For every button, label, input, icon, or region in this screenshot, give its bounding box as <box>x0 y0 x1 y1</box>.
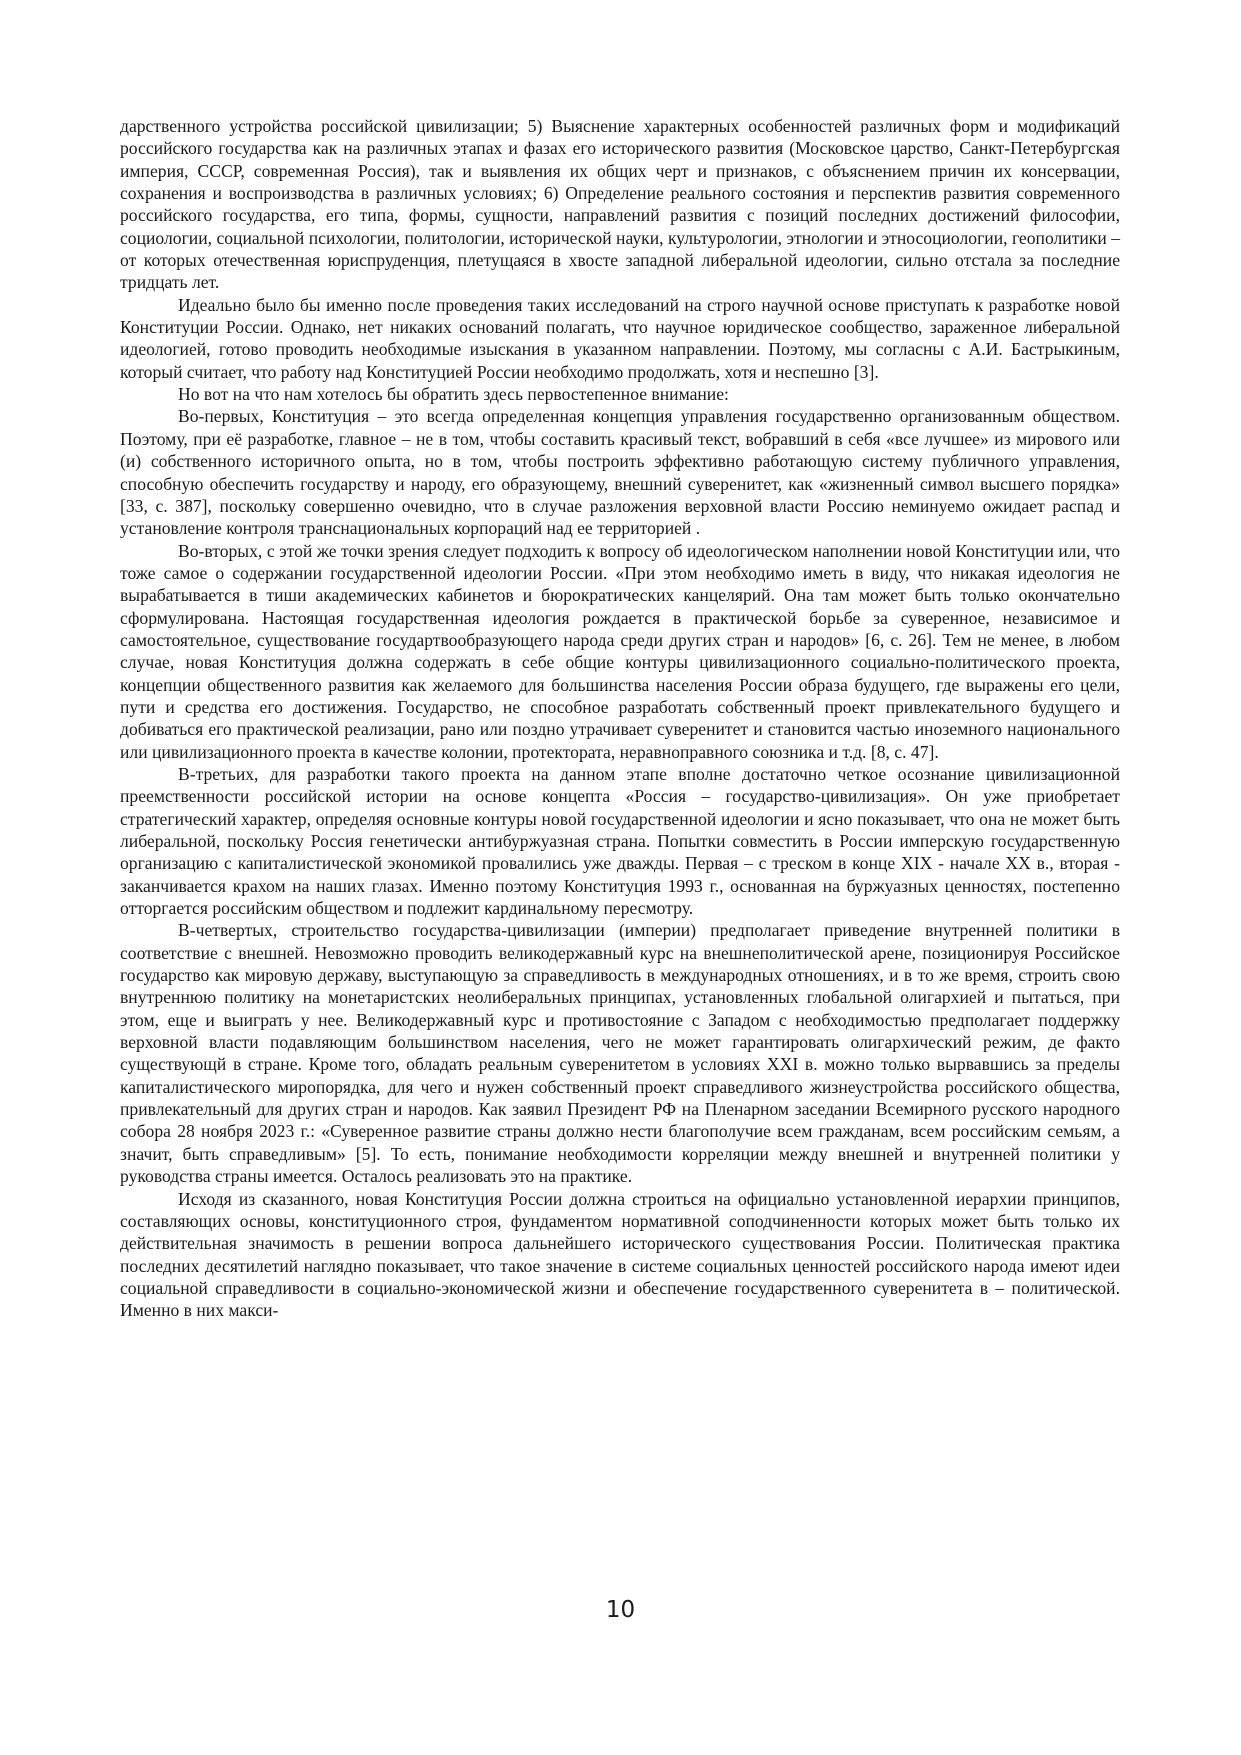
paragraph-8: Исходя из сказанного, новая Конституция России должна строиться на официально установленной иерархии принципов, составляющих основы, конституционного строя, фундаментом нормативной соподчиненности которых может быть только их действительная значимость в решении вопроса дальнейшего исторического существования России. Политическая практика последних десятилетий наглядно показывает, что такое значение в системе социальных ценностей российского народа имеют идеи социальной справедливости в социально-экономической жизни и обеспечение государственного суверенитета в – политической. Именно в них макси- <box>120 1188 1120 1321</box>
paragraph-4: Во-первых, Конституция – это всегда определенная концепция управления государственно организованным обществом. Поэтому, при её разработке, главное – не в том, чтобы составить красивый текст, вобравший в себя «все лучшее» из мирового или (и) собственного историчного опыта, но в том, чтобы построить эффективно работающую систему публичного управления, способную обеспечить государству и народу, его образующему, внешний суверенитет, как «жизненный символ высшего порядка» [33, с. 387], поскольку совершенно очевидно, что в случае разложения верховной власти Россию неминуемо ожидает распад и установление контроля транснациональных корпораций над ее территорией . <box>120 406 1120 539</box>
paragraph-5: Во-вторых, с этой же точки зрения следует подходить к вопросу об идеологическом наполнении новой Конституции или, что тоже самое о содержании государственной идеологии России. «При этом необходимо иметь в виду, что никакая идеология не вырабатывается в тиши академических кабинетов и бюрократических канцелярий. Она там может быть только окончательно сформулирована. Настоящая государственная идеология рождается в практической борьбе за суверенное, независимое и самостоятельное, существование государтвообразующего народа среди других стран и народов» [6, с. 26]. Тем не менее, в любом случае, новая Конституция должна содержать в себе общие контуры цивилизационного социально-политического проекта, концепции общественного развития как желаемого для большинства населения России образа будущего, где выражены его цели, пути и средства его достижения. Государство, не способное разработать собственный проект привлекательного будущего и добиваться его практической реализации, рано или поздно утрачивает суверенитет и становится частью иноземного национального или цивилизационного проекта в качестве колонии, протектората, неравноправного союзника и т.д. [8, с. 47]. <box>120 540 1120 762</box>
paragraph-3: Но вот на что нам хотелось бы обратить здесь первостепенное внимание: <box>178 384 729 405</box>
paragraph-6: В-третьих, для разработки такого проекта на данном этапе вполне достаточно четкое осознание цивилизационной преемственности российской истории на основе концепта «Россия – государство-цивилизация». Он уже приобретает стратегический характер, определяя основные контуры новой государственной идеологии и ясно показывает, что она не может быть либеральной, поскольку Россия генетически антибуржуазная страна. Попытки совместить в России имперскую государственную организацию с капиталистической экономикой провалились уже дважды. Первая – с треском в конце XIX - начале XX в., вторая - заканчивается крахом на наших глазах. Именно поэтому Конституция 1993 г., основанная на буржуазных ценностях, постепенно отторгается российским обществом и подлежит кардинальному пересмотру. <box>120 763 1120 919</box>
paragraph-1: дарственного устройства российской цивилизации; 5) Выяснение характерных особенностей различных форм и модификаций российского государства как на различных этапах и фазах его исторического развития (Московское царство, Санкт-Петербургская империя, СССР, современная Россия), так и выявления их общих черт и признаков, с объяснением причин их консервации, сохранения и воспроизводства в различных условиях; 6) Определение реального состояния и перспектив развития современного российского государства, его типа, формы, сущности, направлений развития с позиций последних достижений философии, социологии, социальной психологии, политологии, исторической науки, культурологии, этнологии и этносоциологии, геополитики – от которых отечественная юриспруденция, плетущаяся в хвосте западной либеральной идеологии, сильно отстала за последние тридцать лет. <box>120 116 1120 293</box>
paragraph-7: В-четвертых, строительство государства-цивилизации (империи) предполагает приведение внутренней политики в соответствие с внешней. Невозможно проводить великодержавный курс на внешнеполитической арене, позиционируя Российское государство как мировую державу, выступающую за справедливость в международных отношениях, и в то же время, строить свою внутреннюю политику на монетаристских неолиберальных принципах, установленных глобальной олигархией и пытаться, при этом, еще и выиграть у нее. Великодержавный курс и противостояние с Западом с необходимостью предполагает поддержку верховной власти подавляющим большинством населения, чего не может гарантировать олигархический режим, де факто существующй в стране. Кроме того, обладать реальным суверенитетом в условиях XXI в. можно только вырвавшись за пределы капиталистического миропорядка, для чего и нужен собственный проект справедливого жизнеустройства российского общества, привлекательный для других стран и народов. Как заявил Президент РФ на Пленарном заседании Всемирного русского народного собора 28 ноября 2023 г.: «Суверенное развитие страны должно нести благополучие всем гражданам, всем российским семьям, а значит, быть справедливым» [5]. То есть, понимание необходимости корреляции между внешней и внутренней политики у руководства страны имеется. Осталось реализовать это на практике. <box>120 920 1120 1187</box>
document-body <box>120 115 1120 1322</box>
paragraph-2: Идеально было бы именно после проведения таких исследований на строго научной основе приступать к разработке новой Конституции России. Однако, нет никаких оснований полагать, что научное юридическое сообщество, зараженное либеральной идеологией, готово проводить необходимые изыскания в указанном направлении. Поэтому, мы согласны с А.И. Бастрыкиным, который считает, что работу над Конституцией России необходимо продолжать, хотя и неспешно [3]. <box>120 294 1120 382</box>
page-number: 10 <box>605 1597 636 1623</box>
